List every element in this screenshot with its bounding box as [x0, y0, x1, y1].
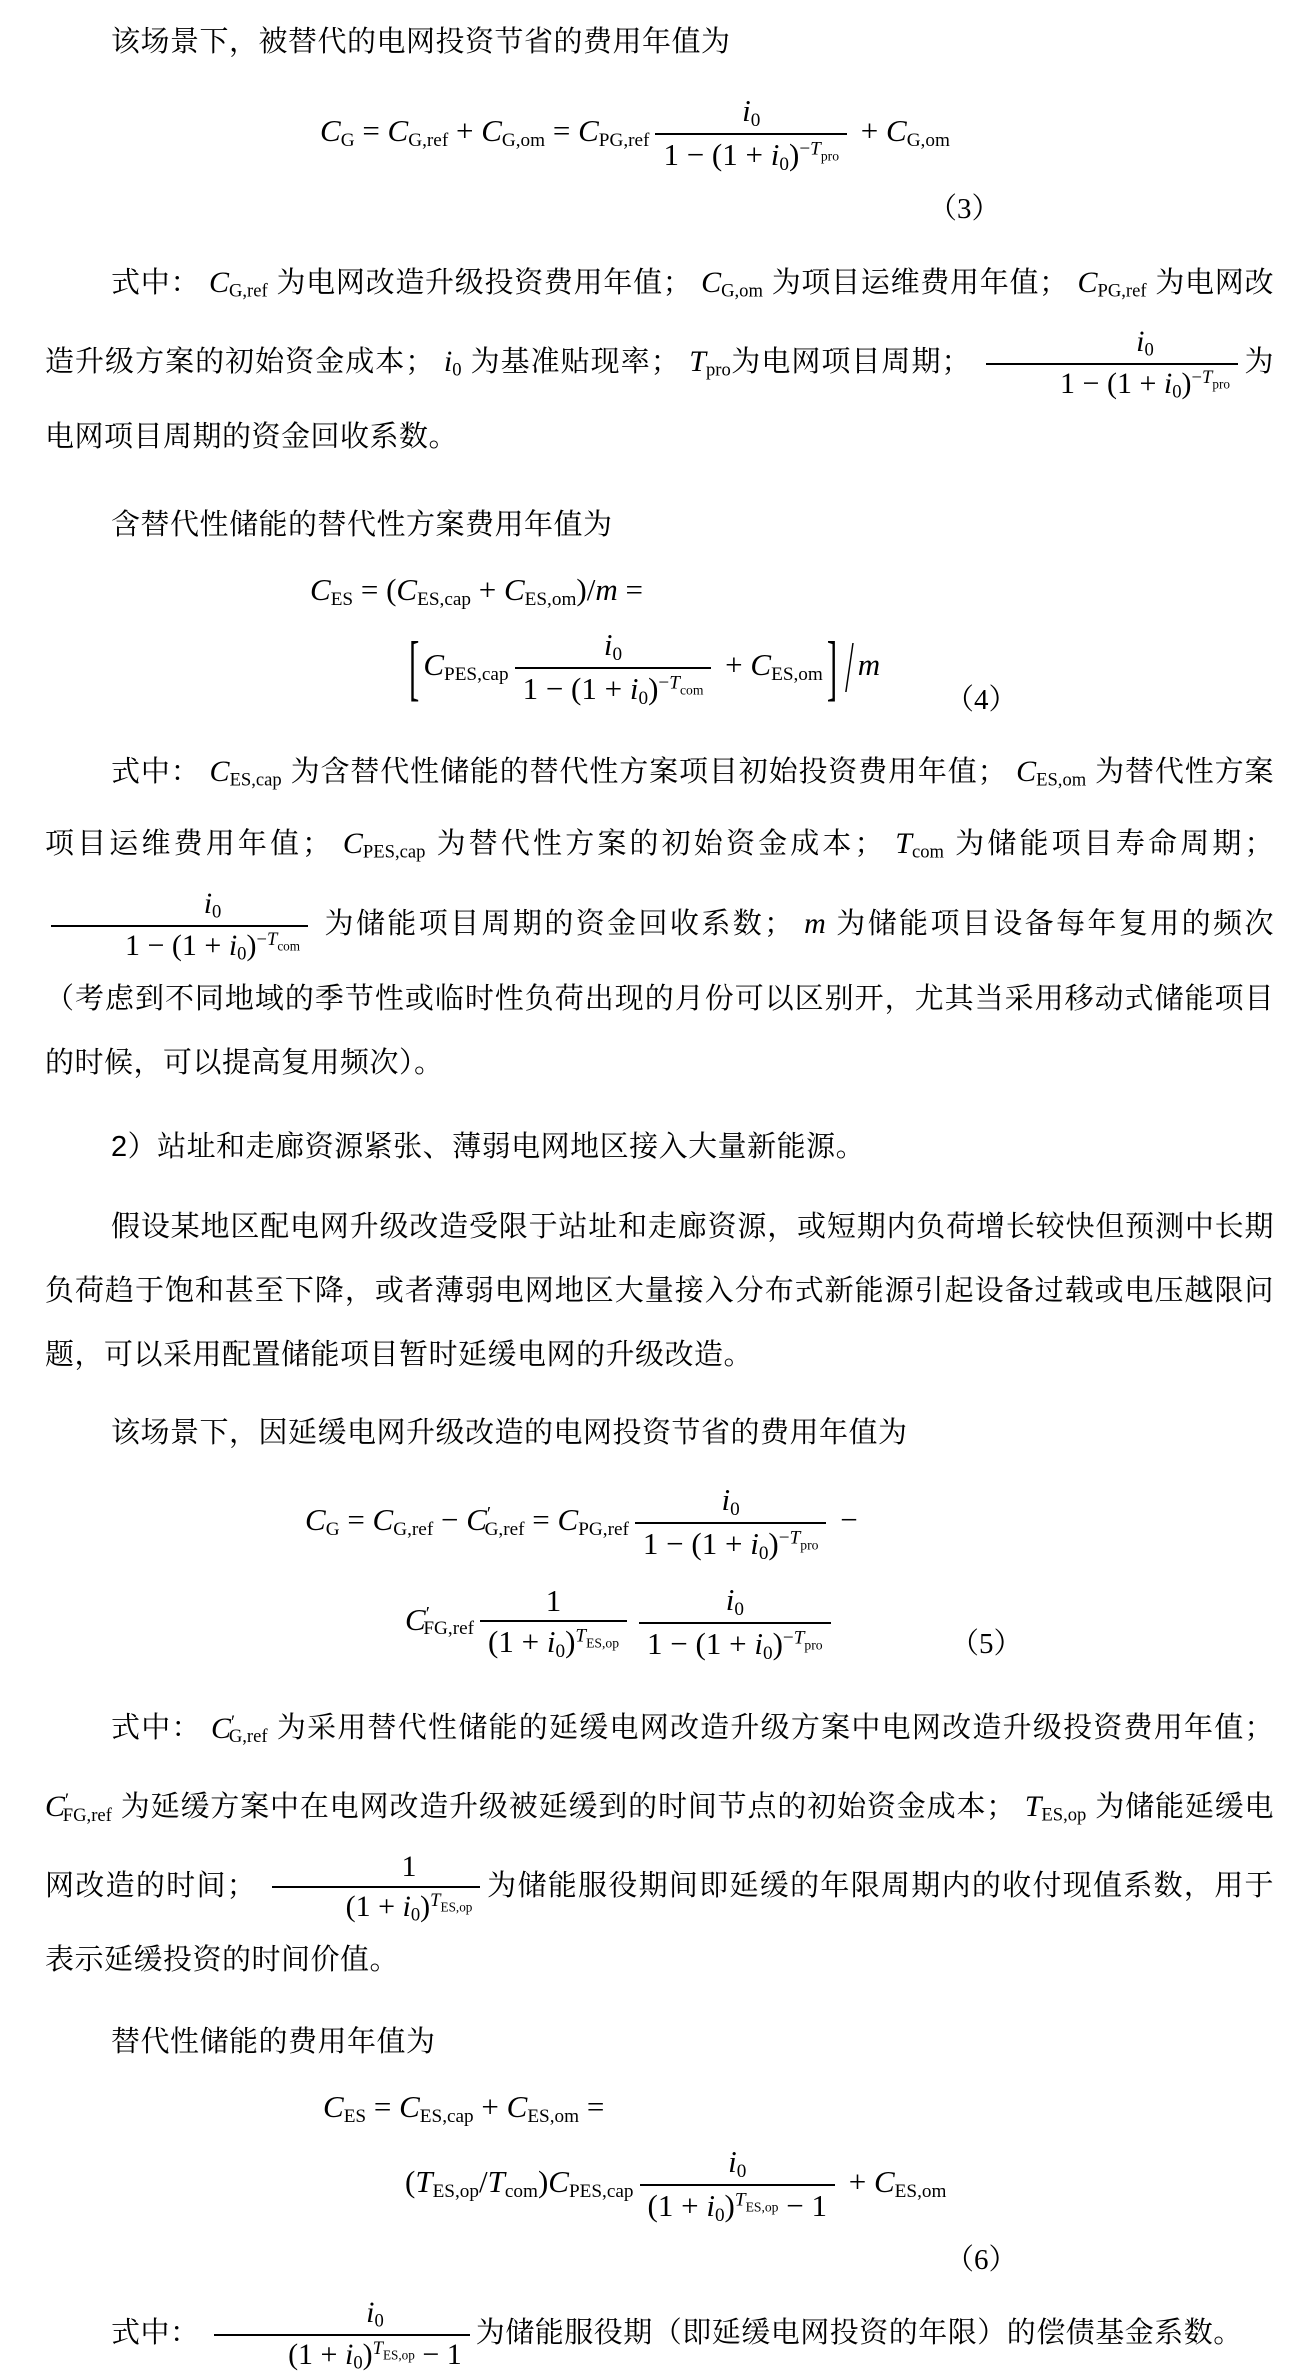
- equation-3: [45, 84, 1274, 229]
- paragraph-eq6-intro: 替代性储能的费用年值为: [111, 2026, 436, 2059]
- equation-4-number: （4）: [945, 684, 1018, 717]
- paragraph-eq5-terms: 式中： C′G,ref 为采用替代性储能的延缓电网改造升级方案中电网改造升级投资费用年值； C′FG,ref 为延缓方案中在电网改造升级被延缓到的时间节点的初始资金成本； TES,op 为储能延缓电网改造的时间； $\frac{1}{(1 + i0)^TES,op}$ 为储能服役期间即延缓的年限周期内的收付现值系数，用于表示延缓投资的时间价值。: [45, 1711, 1275, 1977]
- equation-4-formula-line2: [ CPES,cap $\frac{i0}{1 - (1 + i0)^{-T}com}$ + CES,om ] / m: [405, 618, 1274, 718]
- equation-5: [45, 1473, 1274, 1672]
- paragraph-eq5-intro: 该场景下，因延缓电网升级改造的电网投资节省的费用年值为: [111, 1416, 908, 1449]
- equation-4: [45, 565, 1274, 718]
- equation-3-formula: CG = CG,ref + CG,om = CPG,ref $\frac{i0}{1 - (1 + i0)^{-T}pro}$ + CG,om: [320, 84, 1274, 184]
- paragraph-eq3-terms: 式中： CG,ref 为电网改造升级投资费用年值； CG,om 为项目运维费用年值； CPG,ref 为电网改造升级方案的初始资金成本； i0 为基准贴现率； Tpro为电网项目周期； $\frac{i0}{1 - (1 + i0)^{-T}pro}$ 为电网项目周期的资金回收系数。: [45, 265, 1274, 454]
- paragraph-eq6-terms: 式中： $\frac{i0}{(1 + i0)^TES,op - 1}$ 为储能服役期（即延缓电网投资的年限）的偿债基金系数。: [45, 2294, 1274, 2376]
- equation-5-formula-line1: CG = CG,ref − C′G,ref = CPG,ref $\frac{i0}{1 - (1 + i0)^{-T}pro}$ −: [305, 1473, 1274, 1573]
- paragraph-scenario2-description: 假设某地区配电网升级改造受限于站址和走廊资源，或短期内负荷增长较快但预测中长期负荷趋于饱和甚至下降，或者薄弱电网地区大量接入分布式新能源引起设备过载或电压越限问题，可以采用配置储能项目暂时延缓电网的升级改造。: [45, 1210, 1274, 1371]
- equation-5-number: （5）: [950, 1627, 1023, 1660]
- paragraph-eq4-terms: 式中： CES,cap 为含替代性储能的替代性方案项目初始投资费用年值； CES,om 为替代性方案项目运维费用年值； CPES,cap 为替代性方案的初始资金成本； Tcom 为储能项目寿命周期； $\frac{i0}{1 - (1 + i0)^{-T}com}$ 为储能项目周期的资金回收系数； m 为储能项目设备每年复用的频次（考虑到不同地域的季节性或临时性负荷出现的月份可以区别开，尤其当采用移动式储能项目的时候，可以提高复用频次）。: [45, 754, 1274, 1079]
- equation-6-formula-line1: CES = CES,cap + CES,om =: [323, 2089, 605, 2127]
- paragraph-eq4-intro: 含替代性储能的替代性方案费用年值为: [111, 509, 613, 542]
- equation-6-formula-line2: (TES,op/Tcom)CPES,cap $\frac{i0}{(1 + i0)^TES,op - 1}$ + CES,om: [405, 2135, 1274, 2235]
- equation-3-number: （3）: [928, 192, 1001, 225]
- equation-5-formula-line2: C′FG,ref $\frac{1}{(1 + i0)^TES,op}$ $\frac{i0}{1 - (1 + i0)^{-T}pro}$: [405, 1573, 1274, 1673]
- equation-4-formula-line1: CES = (CES,cap + CES,om)/m =: [310, 572, 643, 611]
- paragraph-scenario1-intro: 该场景下，被替代的电网投资节省的费用年值为: [111, 26, 731, 58]
- equation-6: [45, 2082, 1274, 2280]
- equation-6-number: （6）: [945, 2243, 1018, 2276]
- paragraph-scenario2-heading: 2）站址和走廊资源紧张、薄弱电网地区接入大量新能源。: [111, 1130, 866, 1163]
